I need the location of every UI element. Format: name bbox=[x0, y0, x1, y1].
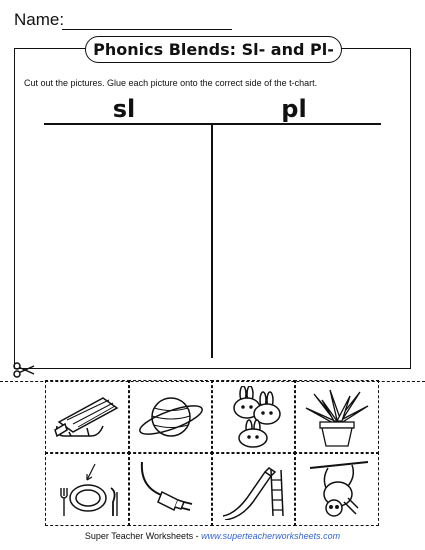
footer-brand: Super Teacher Worksheets bbox=[84, 531, 194, 541]
planet-icon bbox=[134, 386, 208, 448]
cutout-grid bbox=[46, 381, 378, 525]
sled-icon bbox=[51, 386, 125, 448]
cutout-card-bunnies[interactable] bbox=[211, 380, 296, 454]
plant-icon bbox=[300, 386, 374, 448]
plug-icon bbox=[134, 458, 208, 520]
worksheet-title bbox=[85, 36, 342, 63]
cutout-card-plug[interactable] bbox=[128, 452, 213, 526]
column-heading-sl: sl bbox=[112, 95, 136, 123]
title-text: Phonics Blends: Sl- and Pl- bbox=[93, 40, 334, 59]
slide-icon bbox=[217, 458, 291, 520]
cutout-card-planet[interactable] bbox=[128, 380, 213, 454]
scissors-icon bbox=[13, 362, 35, 383]
name-field[interactable] bbox=[62, 29, 232, 30]
tchart-vertical-line bbox=[211, 123, 213, 358]
cutout-card-sled[interactable] bbox=[45, 380, 130, 454]
cutout-card-plant[interactable] bbox=[294, 380, 379, 454]
sloth-icon bbox=[300, 458, 374, 520]
instructions: Cut out the pictures. Glue each picture onto the correct side of the t-chart. bbox=[24, 78, 318, 88]
column-heading-pl: pl bbox=[281, 95, 307, 123]
cutout-card-plate[interactable] bbox=[45, 452, 130, 526]
cutout-card-sloth[interactable] bbox=[294, 452, 379, 526]
name-label: Name: bbox=[14, 10, 65, 29]
footer-url-link[interactable]: www.superteacherworksheets.com bbox=[201, 531, 341, 541]
bunnies-icon bbox=[217, 386, 291, 448]
cutout-card-slide[interactable] bbox=[211, 452, 296, 526]
plate-icon bbox=[51, 458, 125, 520]
footer bbox=[0, 531, 425, 541]
footer-separator: - bbox=[193, 531, 202, 541]
